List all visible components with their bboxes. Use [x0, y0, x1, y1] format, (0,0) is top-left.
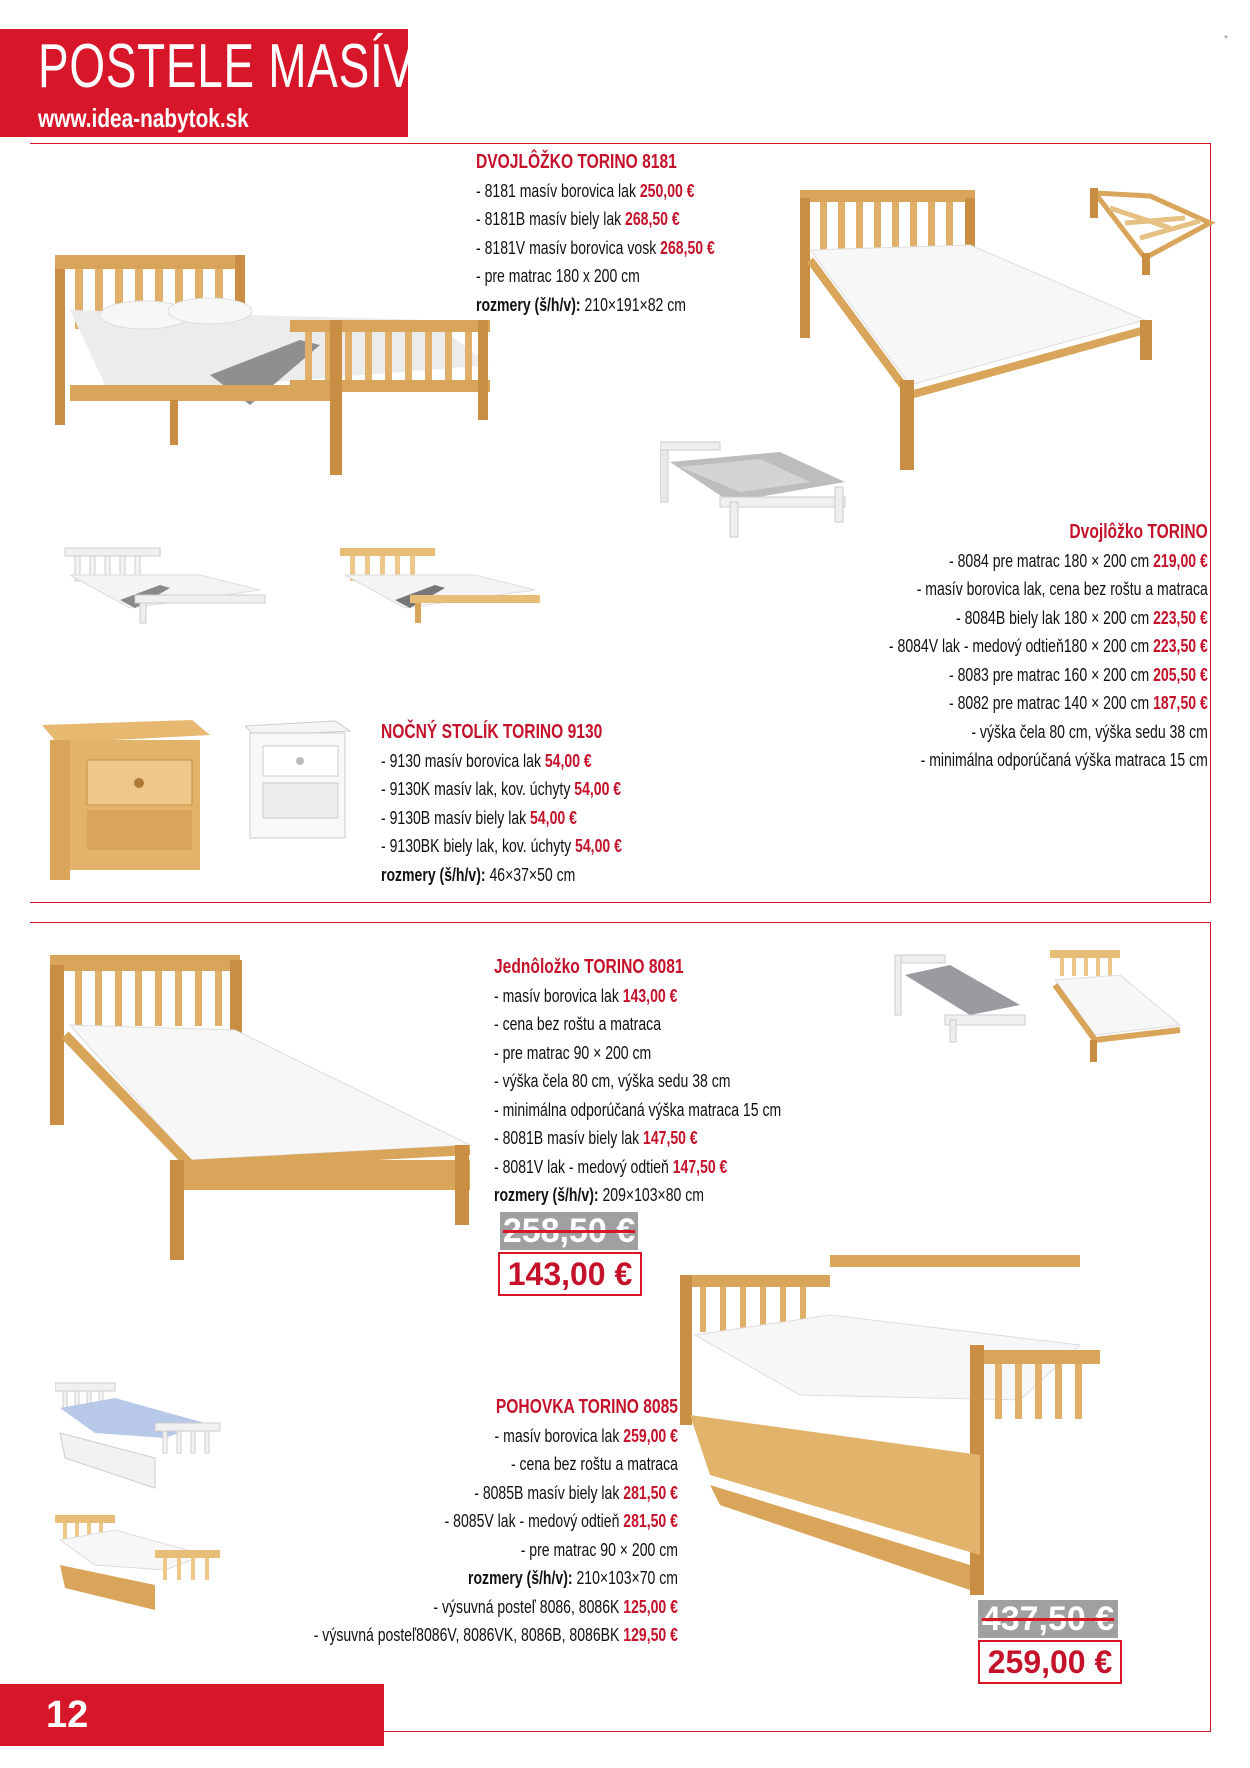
- product-double-line: - 8083 pre matrac 160 × 200 cm 205,50 €: [949, 664, 1208, 685]
- product-8085-line: - 8085B masív biely lak 281,50 €: [474, 1482, 678, 1503]
- product-8081-line: - minimálna odporúčaná výška matraca 15 cm: [494, 1099, 782, 1120]
- nightstand-white-image: [245, 718, 355, 843]
- product-double-line: - masív borovica lak, cena bez roštu a matraca: [916, 579, 1208, 599]
- bed-white-double-image: [660, 437, 855, 542]
- product-8085-dims: rozmery (š/h/v): 210×103×70 cm: [468, 1568, 678, 1588]
- page-title: POSTELE MASÍV: [38, 32, 415, 101]
- product-torino-double-info: [889, 518, 1208, 775]
- product-9130-line: - 9130 masív borovica lak 54,00 €: [381, 750, 592, 771]
- product-8181-line: - 8181B masív biely lak 268,50 €: [476, 209, 680, 229]
- product-8081-new-price: 143,00 €: [498, 1252, 642, 1296]
- bed-frame-image: [1090, 188, 1220, 283]
- product-8085-old-price: 437,50 €: [978, 1600, 1118, 1638]
- product-double-line: - výška čela 80 cm, výška sedu 38 cm: [971, 721, 1208, 742]
- product-double-line: - 8084 pre matrac 180 × 200 cm 219,00 €: [949, 550, 1208, 571]
- product-8081-title: Jednôložko TORINO 8081: [494, 956, 684, 978]
- product-8085-line: - cena bez roštu a matraca: [510, 1454, 678, 1474]
- bed-8081b-white-image: [890, 950, 1030, 1045]
- product-9130-line: - 9130BK biely lak, kov. úchyty 54,00 €: [381, 836, 622, 856]
- product-8081-dims: rozmery (š/h/v): 209×103×80 cm: [494, 1185, 704, 1205]
- product-double-line: - minimálna odporúčaná výška matraca 15 cm: [920, 750, 1208, 770]
- header-banner: [0, 29, 415, 137]
- product-8181-info: [476, 148, 715, 319]
- product-double-line: - 8084B biely lak 180 × 200 cm 223,50 €: [956, 607, 1208, 628]
- product-8085-line: - masív borovica lak 259,00 €: [494, 1425, 678, 1446]
- product-8181-dims: rozmery (š/h/v): 210×191×82 cm: [476, 294, 686, 315]
- sofa-8085v-honey-image: [55, 1510, 225, 1620]
- product-9130-dims: rozmery (š/h/v): 46×37×50 cm: [381, 864, 576, 885]
- product-8181-line: - 8181V masív borovica vosk 268,50 €: [476, 237, 715, 258]
- sofa-8085-image: [680, 1255, 1110, 1600]
- bed-8181v-honey-image: [335, 540, 545, 625]
- product-8081-old-price: 258,50 €: [500, 1212, 638, 1250]
- sofa-8085b-white-image: [55, 1378, 225, 1498]
- product-8085-title: POHOVKA TORINO 8085: [495, 1396, 678, 1418]
- bed-8181b-white-image: [60, 540, 270, 625]
- product-double-line: - 8082 pre matrac 140 × 200 cm 187,50 €: [949, 693, 1208, 713]
- bed-8181-image: [50, 225, 490, 480]
- product-8085-line: - výsuvná posteľ8086V, 8086VK, 8086B, 8086BK 129,50 €: [313, 1625, 678, 1645]
- product-8181-line: - 8181 masív borovica lak 250,00 €: [476, 180, 695, 201]
- product-8181-line: - pre matrac 180 x 200 cm: [476, 266, 640, 286]
- product-double-line: - 8084V lak - medový odtieň180 × 200 cm 223,50 €: [889, 636, 1208, 656]
- product-8081-line: - 8081V lak - medový odtieň 147,50 €: [494, 1156, 728, 1177]
- product-8085-line: - výsuvná posteľ 8086, 8086K 125,00 €: [433, 1596, 678, 1617]
- page-number-bar: [0, 1684, 384, 1746]
- product-8085-new-price: 259,00 €: [978, 1640, 1122, 1684]
- product-8181-title: DVOJLÔŽKO TORINO 8181: [476, 151, 677, 173]
- product-torino-double-title: Dvojlôžko TORINO: [1069, 521, 1208, 543]
- product-8085-info: [314, 1393, 678, 1650]
- product-8081-info: [494, 953, 781, 1210]
- product-8081-line: - výška čela 80 cm, výška sedu 38 cm: [494, 1071, 731, 1091]
- corner-mark: *: [1224, 34, 1228, 45]
- product-8085-line: - pre matrac 90 × 200 cm: [520, 1539, 678, 1560]
- product-8085-line: - 8085V lak - medový odtieň 281,50 €: [444, 1511, 678, 1531]
- product-9130-line: - 9130K masív lak, kov. úchyty 54,00 €: [381, 779, 622, 799]
- website-url[interactable]: www.idea-nabytok.sk: [38, 103, 249, 133]
- product-8081-line: - masív borovica lak 143,00 €: [494, 985, 678, 1006]
- product-9130-info: [381, 718, 622, 889]
- product-8081-line: - cena bez roštu a matraca: [494, 1014, 662, 1034]
- nightstand-wood-image: [42, 715, 212, 885]
- product-8081-line: - pre matrac 90 × 200 cm: [494, 1042, 652, 1063]
- product-9130-title: NOČNÝ STOLÍK TORINO 9130: [381, 721, 603, 743]
- bed-8081v-honey-image: [1050, 945, 1190, 1065]
- bed-8081-image: [50, 935, 480, 1285]
- product-8081-line: - 8081B masív biely lak 147,50 €: [494, 1128, 698, 1148]
- product-9130-line: - 9130B masív biely lak 54,00 €: [381, 807, 577, 828]
- page-number: 12: [46, 1694, 89, 1736]
